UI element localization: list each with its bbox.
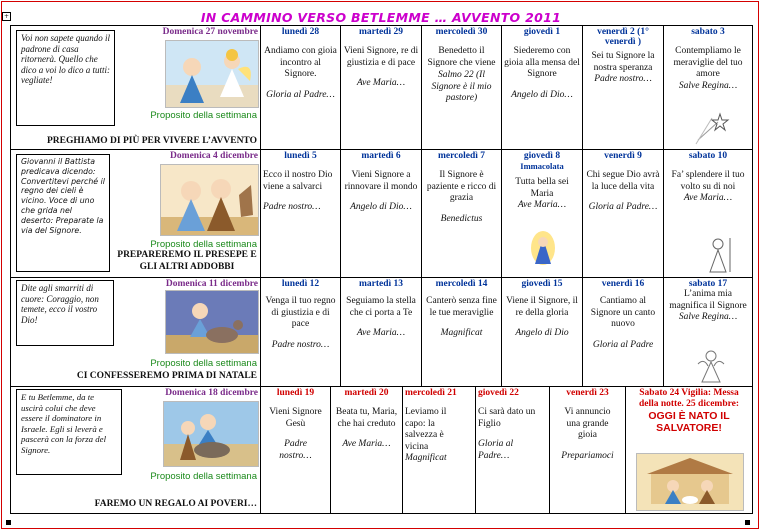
day-heading: giovedì 15	[521, 279, 563, 289]
day-heading: martedì 29	[358, 27, 404, 37]
christmas-announcement: OGGI È NATO IL SALVATORE!	[648, 410, 730, 434]
day-invocation: Cantiamo al Signore un canto nuovo	[590, 296, 656, 329]
sunday-cell	[11, 150, 261, 277]
day-cell	[502, 150, 583, 277]
day-prayer: Ave Maria…	[342, 439, 391, 449]
week-row-2	[11, 150, 752, 278]
day-cell	[583, 278, 664, 386]
day-invocation: Siederemo con gioia alla mensa del Signore	[504, 46, 580, 79]
christmas-vigil-cell	[626, 387, 752, 513]
day-heading: mercoledì 14	[435, 279, 488, 289]
day-cell	[502, 26, 583, 149]
day-heading: lunedì 28	[281, 27, 320, 37]
day-prayer: Salve Regina…	[678, 80, 738, 91]
day-prayer: Ave Maria…	[517, 200, 567, 210]
day-heading: lunedì 12	[281, 279, 320, 289]
day-heading: sabato 3	[691, 27, 725, 37]
resize-handle-icon[interactable]	[6, 520, 11, 525]
day-prayer: Padre nostro…	[263, 202, 321, 212]
day-prayer: Padre nostro…	[271, 339, 330, 350]
sunday-heading: Domenica 18 dicembre	[165, 388, 258, 398]
day-cell	[664, 150, 752, 277]
week-row-1	[11, 26, 752, 150]
page-title: IN CAMMINO VERSO BETLEMME … AVVENTO 2011	[200, 10, 562, 25]
week-resolution: PREPAREREMO IL PRESEPE E GLI ALTRI ADDOBBI	[117, 250, 257, 272]
day-cell	[261, 26, 341, 149]
day-invocation: Vieni Signore, re di giustizia e di pace	[343, 46, 419, 68]
week-resolution: FAREMO UN REGALO AI POVERI…	[94, 499, 257, 509]
day-cell	[550, 387, 626, 513]
day-cell	[664, 26, 752, 149]
day-invocation: Ci sarà dato un Figlio	[478, 407, 536, 429]
gospel-quote: Voi non sapete quando il padrone di casa ritornerà. Quello che dico a voi lo dico a tutti: vegliate!	[16, 30, 115, 126]
resize-handle-icon[interactable]	[745, 520, 750, 525]
day-prayer: Salve Regina…	[678, 312, 738, 322]
day-cell	[422, 278, 502, 386]
day-heading: sabato 17	[688, 279, 728, 289]
sunday-cell	[11, 26, 261, 149]
day-invocation: Viene il Signore, il re della gloria	[506, 296, 578, 318]
day-prayer: Prepariamoci	[561, 450, 614, 461]
day-heading: mercoledì 7	[437, 151, 486, 161]
gospel-quote: Giovanni il Battista predicava dicendo: Convertitevi perché il regno dei cieli è vicino. Voce di uno che grida nel deserto: Preparate la via del Signore.	[16, 154, 110, 272]
vigil-heading: Sabato 24 Vigilia: Messa della notte. 25 dicembre:	[638, 388, 740, 409]
proposito-label: Proposito della settimana	[150, 110, 257, 121]
day-cell	[422, 150, 502, 277]
day-prayer: Padre nostro…	[594, 74, 652, 84]
proposito-label: Proposito della settimana	[150, 239, 257, 250]
day-cell	[261, 150, 341, 277]
day-prayer: Gloria al Padre…	[478, 439, 514, 461]
day-cell	[583, 150, 664, 277]
day-invocation: Benedetto il Signore che viene	[427, 46, 496, 68]
day-cell	[422, 26, 502, 149]
sunday-cell	[11, 278, 261, 386]
day-prayer: Ave Maria…	[683, 193, 733, 203]
shepherd-icon	[698, 234, 738, 274]
day-invocation: Ecco il nostro Dio viene a salvarci	[263, 170, 333, 192]
day-heading: mercoledì 30	[435, 27, 488, 37]
feast-label: Immacolata	[520, 161, 564, 171]
day-cell	[331, 387, 403, 513]
proposito-label: Proposito della settimana	[150, 471, 257, 482]
day-cell	[403, 387, 476, 513]
advent-calendar-table	[10, 25, 753, 514]
day-heading: lunedì 19	[276, 388, 315, 398]
day-heading: martedì 20	[344, 388, 389, 398]
day-cell	[341, 26, 422, 149]
madonna-icon	[530, 230, 556, 266]
nativity-journey-image	[160, 164, 259, 236]
gospel-quote: E tu Betlemme, da te uscirà colui che deve essere il dominatore in Israele. Egli si leverà e pascerà con la forza del Signore.	[16, 389, 122, 475]
day-cell	[341, 278, 422, 386]
day-invocation: Andiamo con gioia incontro al Signore.	[264, 46, 337, 79]
sunday-heading: Domenica 27 novembre	[162, 27, 258, 37]
day-cell	[341, 150, 422, 277]
day-prayer: Magnificat	[440, 328, 483, 338]
table-anchor-icon[interactable]: +	[3, 13, 10, 20]
day-cell	[502, 278, 583, 386]
gospel-quote: Dite agli smarriti di cuore: Coraggio, non temete, ecco il vostro Dio!	[16, 280, 114, 346]
day-prayer: Ave Maria…	[356, 328, 406, 338]
day-prayer: Gloria al Padre	[592, 339, 654, 350]
bethlehem-road-image	[163, 401, 259, 467]
day-heading: martedì 13	[358, 279, 404, 289]
day-heading: venerdì 9	[604, 151, 642, 161]
day-prayer: Ave Maria…	[356, 78, 406, 88]
week-resolution: PREGHIAMO DI PIÙ PER VIVERE L’AVVENTO	[46, 136, 257, 146]
day-invocation: Fa’ splendere il tuo volto su di noi	[671, 170, 745, 192]
day-prayer: Benedictus	[440, 213, 483, 224]
day-invocation: Beata tu, Maria, che hai creduto	[335, 407, 398, 429]
day-prayer: Magnificat	[405, 453, 447, 463]
nativity-crib-image	[636, 453, 744, 511]
day-cell	[261, 278, 341, 386]
day-prayer: Angelo di Dio	[515, 328, 569, 338]
day-invocation: Il Signore è paziente e ricco di grazia	[426, 170, 497, 203]
day-heading: venerdì 2 (1° venerdì )	[597, 27, 649, 47]
day-invocation: Tutta bella sei Maria	[515, 177, 569, 199]
day-invocation: Canterò senza fine le tue meraviglie	[426, 296, 497, 318]
annunciation-image	[165, 40, 259, 108]
day-heading: martedì 6	[361, 151, 401, 161]
day-heading: venerdì 23	[566, 388, 609, 398]
sunday-heading: Domenica 4 dicembre	[170, 151, 258, 161]
proposito-label: Proposito della settimana	[150, 358, 257, 369]
day-invocation: Venga il tuo regno di giustizia e di pace	[265, 296, 336, 329]
day-invocation: Vieni Signore a rinnovare il mondo	[344, 170, 418, 192]
day-prayer: Padre nostro…	[279, 439, 312, 461]
day-invocation: Sei tu Signore la nostra speranza	[591, 51, 655, 73]
comet-star-icon	[690, 112, 730, 146]
angel-sketch-icon	[694, 348, 728, 384]
week-row-4	[11, 387, 752, 513]
sunday-cell	[11, 387, 261, 513]
day-prayer: Salmo 22 (Il Signore è il mio pastore)	[431, 70, 492, 103]
week-resolution: CI CONFESSEREMO PRIMA DI NATALE	[76, 371, 257, 381]
day-heading: giovedì 22	[478, 388, 519, 398]
day-heading: sabato 10	[688, 151, 728, 161]
day-prayer: Gloria al Padre…	[588, 202, 658, 212]
day-heading: lunedì 5	[284, 151, 317, 161]
day-invocation: Leviamo il capo: la salvezza è vicina	[405, 407, 447, 452]
day-prayer: Gloria al Padre…	[266, 89, 335, 100]
day-heading: mercoledì 21	[405, 388, 457, 398]
day-cell	[583, 26, 664, 149]
day-invocation: L’anima mia magnifica il Signore	[669, 289, 747, 311]
day-prayer: Angelo di Dio…	[511, 89, 573, 100]
sunday-heading: Domenica 11 dicembre	[165, 279, 258, 289]
donkey-journey-image	[165, 290, 259, 354]
day-invocation: Vi annuncio una grande gioia	[564, 407, 611, 440]
day-cell	[476, 387, 550, 513]
day-invocation: Contempliamo le meraviglie del tuo amore	[673, 46, 743, 79]
day-heading: giovedì 1	[523, 27, 561, 37]
day-heading: venerdì 16	[601, 279, 645, 289]
day-cell	[664, 278, 752, 386]
day-prayer: Angelo di Dio…	[350, 202, 412, 212]
day-invocation: Vieni Signore Gesù	[269, 407, 322, 429]
week-row-3	[11, 278, 752, 387]
day-heading: giovedì 8	[523, 151, 561, 161]
day-invocation: Seguiamo la stella che ci porta a Te	[346, 296, 416, 318]
day-invocation: Chi segue Dio avrà la luce della vita	[586, 170, 660, 192]
day-cell	[261, 387, 331, 513]
